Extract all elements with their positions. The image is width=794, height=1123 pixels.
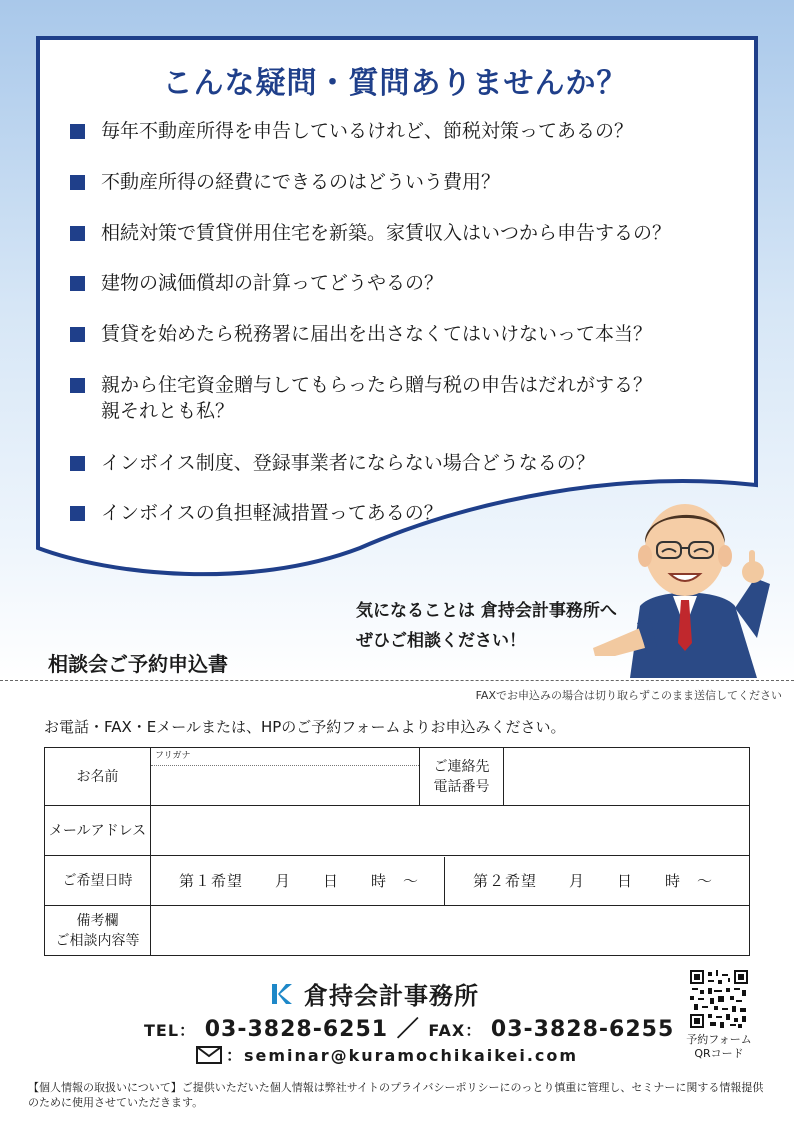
qr-code-icon[interactable] — [690, 970, 748, 1028]
square-bullet-icon — [70, 124, 85, 139]
fax-note: FAXでお申込みの場合は切り取らずこのまま送信してください — [475, 689, 782, 702]
office-logo-icon — [270, 982, 294, 1006]
envelope-icon — [196, 1046, 222, 1064]
phone-field[interactable] — [504, 748, 750, 806]
square-bullet-icon — [70, 175, 85, 190]
email-line — [196, 1043, 578, 1066]
phone-fax-line: TEL： 03-3828-6251 ／ FAX： 03-3828-6255 — [144, 1017, 675, 1042]
second-choice-field[interactable]: 第２希望 月 日 時 ～ — [473, 872, 714, 890]
question-item: 賃貸を始めたら税務署に届出を出さなくてはいけないって本当？ — [70, 321, 652, 347]
name-label: お名前 — [45, 748, 151, 806]
email-address[interactable]: ：seminar@kuramochikaikei.com — [226, 1046, 579, 1065]
date-label: ご希望日時 — [45, 856, 151, 906]
square-bullet-icon — [70, 456, 85, 471]
name-field[interactable] — [151, 748, 420, 806]
question-item: 毎年不動産所得を申告しているけれど、節税対策ってあるの？ — [70, 118, 633, 144]
square-bullet-icon — [70, 327, 85, 342]
furigana-label: フリガナ — [151, 748, 419, 766]
square-bullet-icon — [70, 276, 85, 291]
question-item: 相続対策で賃貸併用住宅を新築。家賃収入はいつから申告するの？ — [70, 220, 671, 246]
qr-caption: 予約フォーム QRコード — [686, 1033, 752, 1060]
questions-title: こんな疑問・質問ありませんか？ — [162, 66, 628, 101]
question-item: 建物の減価償却の計算ってどうやるの？ — [70, 270, 443, 296]
email-field[interactable] — [151, 806, 750, 856]
square-bullet-icon — [70, 226, 85, 241]
apply-note: お電話・FAX・Eメールまたは、HPのご予約フォームよりお申込みください。 — [44, 718, 566, 736]
notes-label: 備考欄 ご相談内容等 — [45, 906, 151, 956]
advisor-message: 気になることは 倉持会計事務所へ ぜひご相談ください！ — [356, 601, 617, 651]
office-logo-block — [270, 976, 479, 1011]
question-item: インボイスの負担軽減措置ってあるの？ — [70, 500, 443, 526]
tel-number[interactable]: 03-3828-6251 — [204, 1017, 389, 1042]
question-item: インボイス制度、登録事業者にならない場合どうなるの？ — [70, 450, 595, 476]
date-fields — [151, 856, 750, 906]
fax-number[interactable]: 03-3828-6255 — [490, 1017, 675, 1042]
square-bullet-icon — [70, 506, 85, 521]
cut-line — [0, 680, 794, 681]
notes-field[interactable] — [151, 906, 750, 956]
square-bullet-icon — [70, 378, 85, 393]
form-heading: 相談会ご予約申込書 — [48, 652, 228, 676]
question-item: 親から住宅資金贈与してもらったら贈与税の申告はだれがする？ 親それとも私？ — [70, 372, 652, 424]
privacy-notice: 【個人情報の取扱いについて】ご提供いただいた個人情報は弊社サイトのプライバシーポリシーにのっとり慎重に管理し、セミナーに関する情報提供のために使用させていただきます。 — [28, 1081, 764, 1109]
question-item: 不動産所得の経費にできるのはどういう費用？ — [70, 169, 500, 195]
contact-label: ご連絡先 電話番号 — [420, 748, 504, 806]
office-name: 倉持会計事務所 — [304, 982, 479, 1010]
first-choice-field[interactable]: 第１希望 月 日 時 ～ — [151, 857, 445, 905]
email-label: メールアドレス — [45, 806, 151, 856]
reservation-form — [44, 747, 750, 956]
